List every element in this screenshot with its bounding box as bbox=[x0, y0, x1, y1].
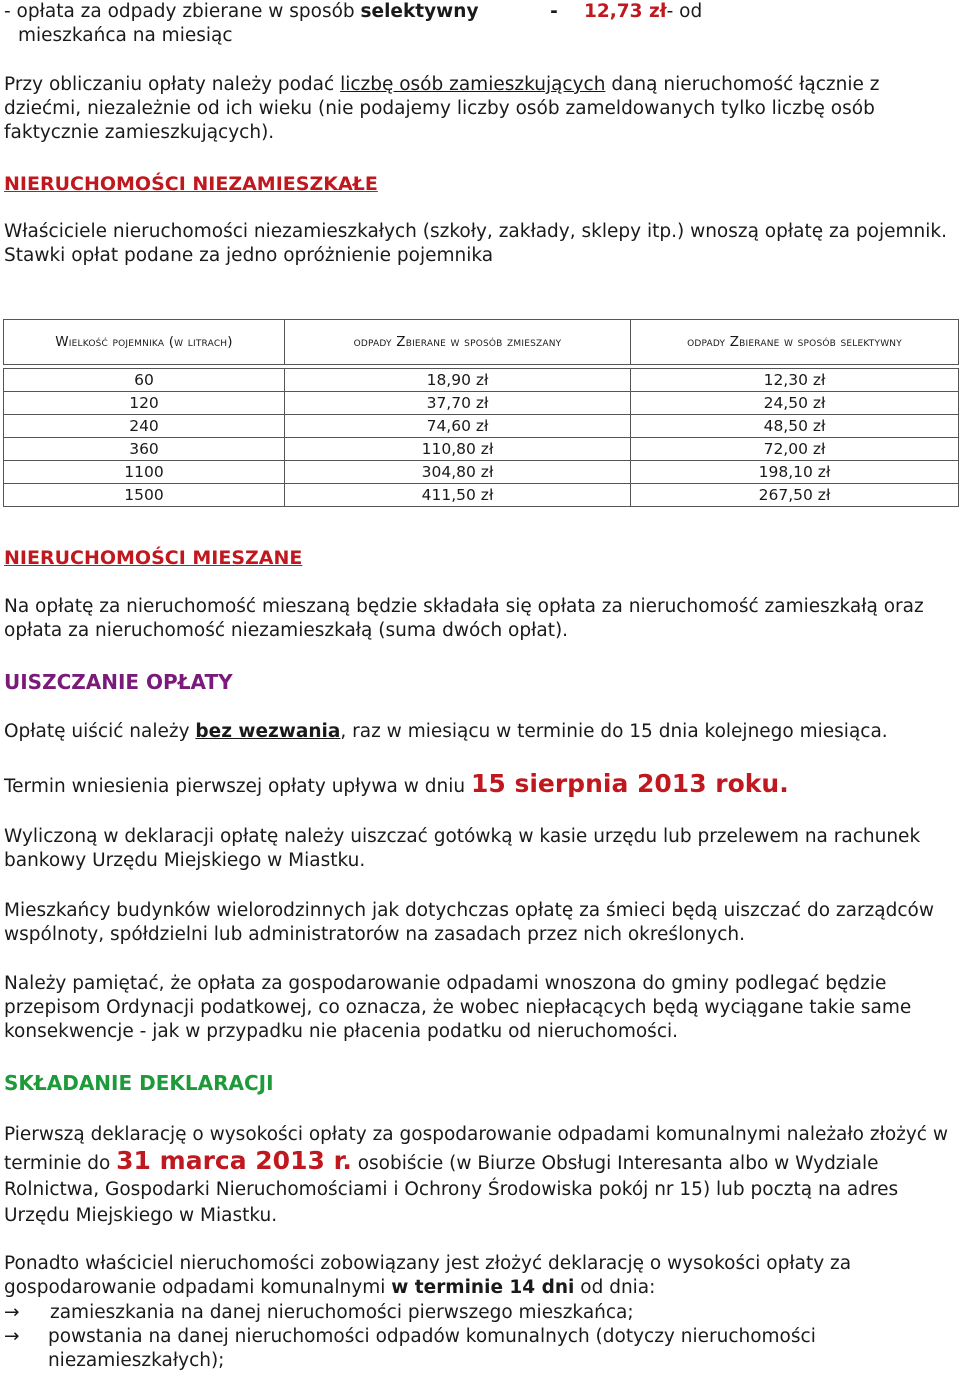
list-item: → powstania na danej nieruchomości odpadów komunalnych (dotyczy nieruchomości niezamieszkałych); bbox=[4, 1326, 816, 1371]
selective-fee-line bbox=[4, 0, 956, 48]
payment-methods: Wyliczoną w deklaracji opłatę należy uiszczać gotówką w kasie urzędu lub przelewem na rachunek bankowy Urzędu Miejskiego w Miastku. bbox=[4, 826, 921, 871]
mixed-waste-header: odpady Zbierane w sposób zmieszany bbox=[285, 320, 631, 365]
first-payment-date: 15 sierpnia 2013 roku. bbox=[470, 769, 789, 798]
tax-ordinance-note: Należy pamiętać, że opłata za gospodarowanie odpadami wnoszona do gminy podlegać będzie przepisom Ordynacji podatkowej, co oznacza, że wobec niepłacących będą wyciągane takie same konsekwencje - jak w przypadku nie płacenia podatku od nieruchomości. bbox=[4, 973, 912, 1042]
payment-terms: Opłatę uiścić należy bez wezwania, raz w miesiącu w terminie do 15 dnia kolejnego miesiąca. bbox=[4, 721, 888, 742]
mixed-description: Na opłatę za nieruchomość mieszaną będzie składała się opłata za nieruchomość zamieszkałą oraz opłata za nieruchomość niezamieszkałą (suma dwóch opłat). bbox=[4, 596, 924, 641]
table-header-row bbox=[4, 320, 959, 365]
selective-fee-unit: mieszkańca na miesiąc bbox=[18, 25, 233, 46]
arrow-right-icon: → bbox=[4, 1302, 20, 1323]
payment-heading: UISZCZANIE OPŁATY bbox=[4, 670, 233, 694]
residents-count-emphasis: liczbę osób zamieszkujących bbox=[340, 74, 606, 95]
selective-word: selektywny bbox=[360, 1, 479, 22]
table-row: 60 18,90 zł 12,30 zł bbox=[4, 369, 959, 392]
declaration-first: Pierwszą deklarację o wysokości opłaty za gospodarowanie odpadami komunalnymi należało złożyć w terminie do 31 marca 2013 r. osobiście (w Biurze Obsługi Interesanta albo w Wydziale Rolnictwa, Gospodarki Nieruchomościami i Ochrony Środowiska pokój nr 15) lub pocztą na adres Urzędu Miejskiego w Miastku. bbox=[4, 1124, 948, 1226]
multi-family-note: Mieszkańcy budynków wielorodzinnych jak dotychczas opłatę za śmieci będą uiszczać do zarządców wspólnoty, spółdzielni lub administratorów na zasadach przez nich określonych. bbox=[4, 900, 934, 945]
uninhabited-heading: NIERUCHOMOŚCI NIEZAMIESZKAŁE bbox=[4, 173, 378, 195]
declaration-heading: SKŁADANIE DEKLARACJI bbox=[4, 1071, 274, 1095]
table-row: 240 74,60 zł 48,50 zł bbox=[4, 415, 959, 438]
no-summons-emphasis: bez wezwania bbox=[195, 721, 341, 742]
table-row: 360 110,80 zł 72,00 zł bbox=[4, 438, 959, 461]
declaration-update: Ponadto właściciel nieruchomości zobowiązany jest złożyć deklarację o wysokości opłaty za gospodarowanie odpadami komunalnymi w terminie 14 dni od dnia: bbox=[4, 1253, 852, 1298]
declaration-bullets bbox=[4, 1301, 956, 1373]
first-payment-deadline: Termin wniesienia pierwszej opłaty upływa w dniu 15 sierpnia 2013 roku. bbox=[4, 769, 789, 798]
arrow-right-icon: → bbox=[4, 1326, 20, 1347]
declaration-deadline: 31 marca 2013 r. bbox=[116, 1146, 352, 1175]
calc-note: Przy obliczaniu opłaty należy podać liczbę osób zamieszkujących daną nieruchomość łącznie z dziećmi, niezależnie od ich wieku (nie podajemy liczby osób zameldowanych tylko liczbę osób faktycznie zamieszkujących). bbox=[4, 74, 880, 143]
selective-fee-suffix: - od bbox=[666, 1, 703, 22]
container-fee-table bbox=[3, 319, 959, 507]
uninhabited-description: Właściciele nieruchomości niezamieszkałych (szkoły, zakłady, sklepy itp.) wnoszą opłatę za pojemnik. Stawki opłat podane za jedno opróżnienie pojemnika bbox=[4, 221, 947, 266]
table-row: 120 37,70 zł 24,50 zł bbox=[4, 392, 959, 415]
container-size-header: Wielkość pojemnika (w litrach) bbox=[4, 320, 285, 365]
table-row: 1500 411,50 zł 267,50 zł bbox=[4, 484, 959, 507]
selective-fee-text: - opłata za odpady zbierane w sposób bbox=[4, 1, 361, 22]
selective-waste-header: odpady Zbierane w sposób selektywny bbox=[631, 320, 959, 365]
selective-fee-amount: 12,73 zł bbox=[584, 1, 667, 22]
fourteen-days-emphasis: w terminie 14 dni bbox=[391, 1277, 575, 1298]
table-row: 1100 304,80 zł 198,10 zł bbox=[4, 461, 959, 484]
list-item: → zamieszkania na danej nieruchomości pierwszego mieszkańca; bbox=[4, 1302, 634, 1323]
mixed-heading: NIERUCHOMOŚCI MIESZANE bbox=[4, 547, 303, 569]
fee-dash: - bbox=[550, 1, 558, 22]
